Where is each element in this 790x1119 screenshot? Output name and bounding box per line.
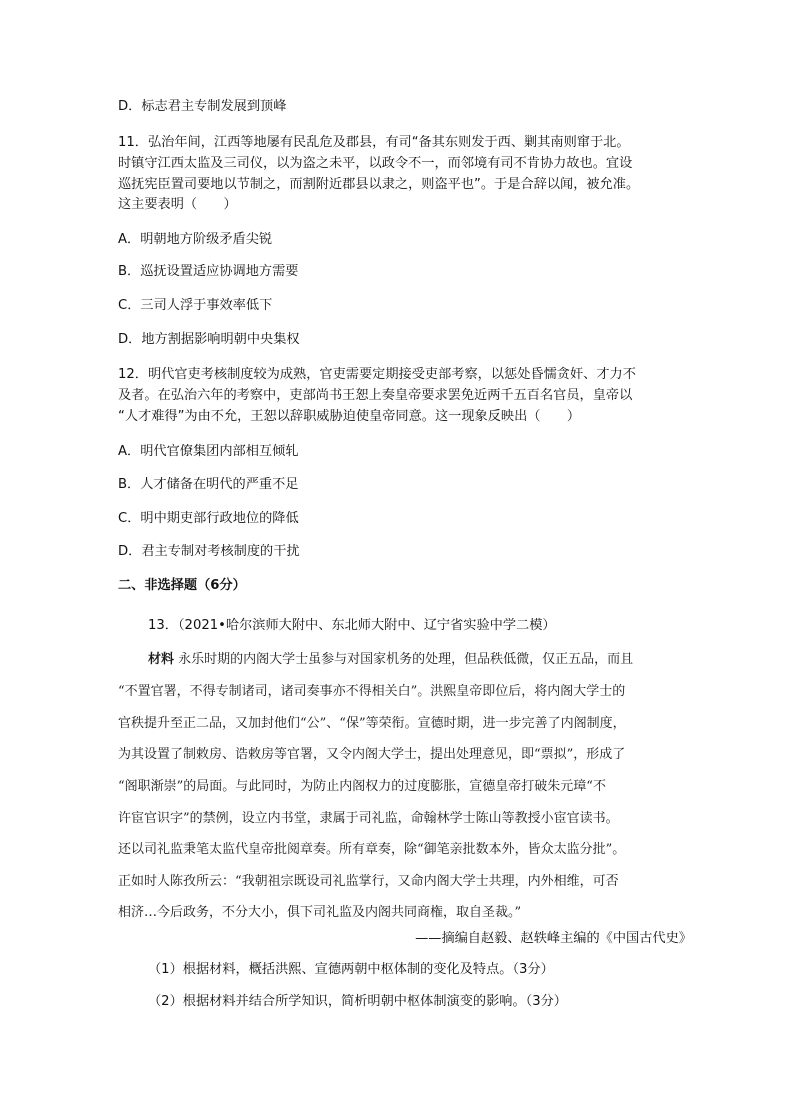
q12-option-c: C．明中期吏部行政地位的降低: [118, 511, 299, 526]
q13-header: 13．（2021•哈尔滨师大附中、东北师大附中、辽宁省实验中学二模）: [148, 618, 556, 633]
q13-material-line-8: 正如时人陈孜所云：“我朝祖宗既设司礼监掌行，又命内阁大学士共理，内外相维，可否: [118, 874, 619, 889]
q13-sub-question-1: （1）根据材料，概括洪熙、宣德两朝中枢体制的变化及特点。（3分）: [148, 962, 554, 977]
q11-option-c: C．三司人浮于事效率低下: [118, 298, 273, 313]
material-tag: 材料: [148, 652, 175, 667]
q13-material-line-3: 官秩提升至正二品，又加封他们“公”、“保”等荣衔。宣德时期，进一步完善了内阁制度，: [118, 716, 626, 731]
q13-material-line-7: 还以司礼监秉笔太监代皇帝批阅章奏。所有章奏，除“御笔亲批数本外，皆众太监分批”。: [118, 842, 626, 857]
q13-sub-question-2: （2）根据材料并结合所学知识，简析明朝中枢体制演变的影响。（3分）: [148, 994, 567, 1009]
q13-source: ——摘编自赵毅、赵轶峰主编的《中国古代史》: [415, 931, 692, 946]
section-title: 二、非选择题（6分）: [118, 578, 246, 593]
q11-option-d: D．地方割据影响明朝中央集权: [118, 332, 300, 347]
q13-material-line-2: “不置官署，不得专制诸司，诸司奏事亦不得相关白”。洪熙皇帝即位后，将内阁大学士的: [118, 684, 626, 699]
q12-option-b: B．人才储备在明代的严重不足: [118, 477, 299, 492]
q11-stem-line-4: 这主要表明（ ）: [118, 197, 237, 212]
q13-material-line-1-text: 永乐时期的内阁大学士虽参与对国家机务的处理，但品秩低微，仅正五品，而且: [174, 652, 634, 667]
q13-material-line-1: [148, 651, 692, 669]
q11-stem-line-1: 11．弘治年间，江西等地屡有民乱危及郡县，有司“备其东则发于西、剿其南则窜于北。: [118, 135, 630, 150]
q12-option-d: D．君主专制对考核制度的干扰: [118, 544, 300, 559]
q12-option-a: A．明代官僚集团内部相互倾轧: [118, 444, 299, 459]
q13-material-line-5: “阁职渐崇”的局面。与此同时，为防止内阁权力的过度膨胀，宣德皇帝打破朱元璋“不: [118, 779, 606, 794]
q11-stem-line-2: 时镇守江西太监及三司仪，以为盗之未平，以政令不一，而邻境有司不肯协力故也。宜设: [118, 156, 633, 171]
q11-option-a: A．明朝地方阶级矛盾尖锐: [118, 232, 273, 247]
q12-stem-line-3: “人才难得”为由不允，王恕以辞职威胁迫使皇帝同意。这一现象反映出（ ）: [118, 409, 581, 424]
q12-stem-line-1: 12．明代官吏考核制度较为成熟，官吏需要定期接受吏部考察，以惩处昏懦贪奸、才力不: [118, 367, 636, 382]
q13-material-line-6: 许宦官识字”的禁例，设立内书堂，隶属于司礼监，命翰林学士陈山等教授小宦官读书。: [118, 811, 619, 826]
q11-option-b: B．巡抚设置适应协调地方需要: [118, 264, 299, 279]
q12-stem-line-2: 及者。在弘治六年的考察中，吏部尚书王恕上奏皇帝要求罢免近两千五百名官员，皇帝以: [118, 388, 633, 403]
q13-material-line-4: 为其设置了制敕房、诰敕房等官署，又令内阁大学士，提出处理意见，即“票拟”，形成了: [118, 747, 626, 762]
q11-stem-line-3: 巡抚宪臣置司要地以节制之，而割附近郡县以隶之，则盗平也”。于是合辞以闻，被允准。: [118, 177, 640, 192]
q10-option-d: D．标志君主专制发展到顶峰: [118, 99, 287, 114]
q13-material-line-9: 相济…今后政务，不分大小，俱下司礼监及内阁共同商権，取自圣裁。”: [118, 905, 522, 920]
